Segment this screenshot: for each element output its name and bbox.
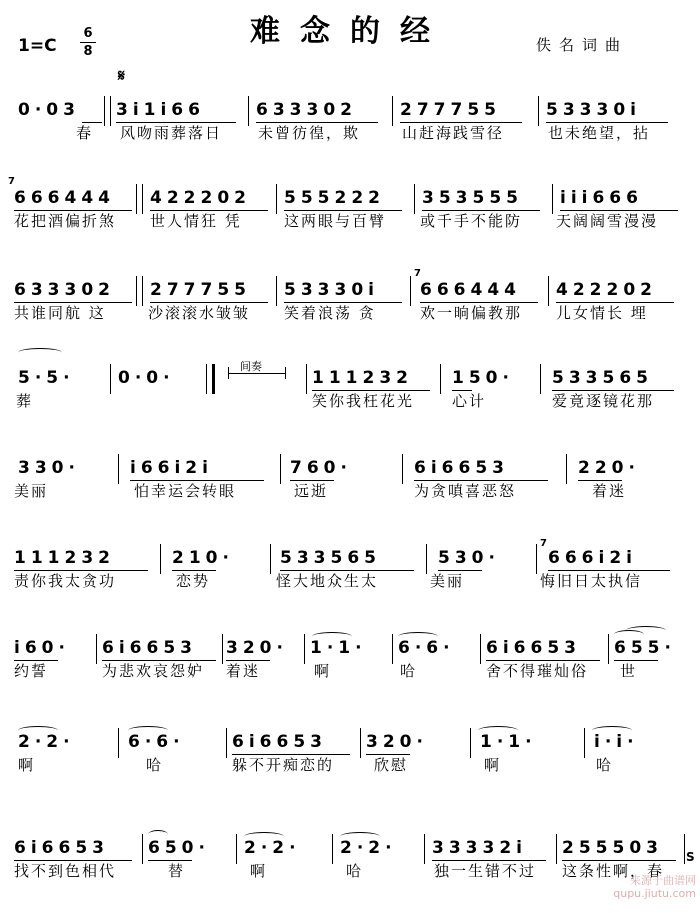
lyric: 怪大地众生太 bbox=[276, 572, 379, 590]
lyric: 躲不开痴恋的 bbox=[232, 756, 335, 774]
lyric: 约誓 bbox=[14, 662, 49, 680]
lyrics-row bbox=[0, 660, 700, 686]
measure: 422202 bbox=[556, 276, 680, 308]
measure: 6i6653 bbox=[232, 728, 356, 760]
measure: 6·6· bbox=[128, 732, 185, 752]
score-line bbox=[0, 714, 700, 796]
end-mark: S bbox=[686, 850, 695, 864]
measure: 533565 bbox=[552, 364, 682, 396]
lyrics-row bbox=[0, 754, 700, 780]
score-line bbox=[0, 350, 700, 432]
measure: 2·2· bbox=[340, 838, 397, 858]
lyric: 天阔阔雪漫漫 bbox=[556, 212, 659, 230]
measure: 277755 bbox=[400, 96, 530, 128]
measure: 422202 bbox=[150, 184, 274, 216]
interlude-label: 间奏 bbox=[240, 360, 262, 373]
lyrics-row bbox=[0, 480, 700, 506]
measure: 6i6653 bbox=[14, 834, 138, 866]
lyric: 花把酒偏折煞 bbox=[14, 212, 117, 230]
measure: 111232 bbox=[14, 544, 154, 576]
lyric: 替 bbox=[168, 862, 186, 880]
lyric: 悔旧日太执信 bbox=[540, 572, 643, 590]
measure: 2·2· bbox=[18, 732, 75, 752]
lyric: 哈 bbox=[596, 756, 614, 774]
lyric: 美丽 bbox=[430, 572, 465, 590]
measure: 555222 bbox=[284, 184, 408, 216]
measure: 150· bbox=[452, 364, 536, 396]
lyric: 葬 bbox=[16, 392, 34, 410]
lyric: 未曾彷徨，欺 bbox=[258, 124, 361, 142]
lyric: 哈 bbox=[400, 662, 418, 680]
measure: 655· bbox=[614, 634, 690, 666]
lyric: 世 bbox=[620, 662, 638, 680]
measure: 53330i bbox=[546, 96, 676, 128]
measure: 1·1· bbox=[480, 732, 537, 752]
time-signature bbox=[80, 26, 96, 59]
lyric: 美丽 bbox=[14, 482, 49, 500]
lyric: 独一生错不过 bbox=[434, 862, 537, 880]
lyric: 啊 bbox=[18, 756, 36, 774]
measure: 666444 bbox=[420, 276, 544, 308]
lyric: 世人情狂 凭 bbox=[150, 212, 242, 230]
measure: 255503 bbox=[562, 834, 682, 866]
lyric: 着迷 bbox=[592, 482, 627, 500]
lyric: 春 bbox=[76, 124, 94, 142]
lyric: 欣慰 bbox=[374, 756, 409, 774]
lyric: 或千手不能防 bbox=[420, 212, 523, 230]
lyric: 舍不得璀灿俗 bbox=[486, 662, 589, 680]
measure: 33332i bbox=[432, 834, 552, 866]
lyric: 为贪嗔喜恶怒 bbox=[414, 482, 517, 500]
measure: 530· bbox=[438, 544, 528, 576]
lyric: 沙滚滚水皱皱 bbox=[148, 304, 251, 322]
score-line bbox=[0, 82, 700, 164]
meter-top: 6 bbox=[83, 26, 93, 41]
score-line bbox=[0, 820, 700, 902]
measure: 5·5· bbox=[18, 368, 75, 388]
measure: 0·0· bbox=[118, 368, 175, 388]
lyric: 这两眼与百臂 bbox=[284, 212, 387, 230]
measure: 330· bbox=[18, 458, 80, 478]
lyrics-row bbox=[0, 570, 700, 596]
lyric: 啊 bbox=[484, 756, 502, 774]
measure: 53330i bbox=[284, 276, 408, 308]
score-line bbox=[0, 262, 700, 344]
lyric: 爱竟逐镜花那 bbox=[552, 392, 655, 410]
watermark bbox=[596, 874, 696, 900]
lyric: 笑你我枉花光 bbox=[312, 392, 415, 410]
lyric: 笑着浪荡 贪 bbox=[284, 304, 376, 322]
measure: 111232 bbox=[312, 364, 436, 396]
composer-credit: 佚名词曲 bbox=[536, 36, 629, 54]
lyric: 欢一晌偏教那 bbox=[420, 304, 523, 322]
repeat-mark: 7 bbox=[414, 268, 421, 279]
song-title: 难念的经 bbox=[250, 14, 450, 49]
lyrics-row bbox=[0, 860, 700, 886]
measure: 353555 bbox=[422, 184, 546, 216]
lyric: 啊 bbox=[314, 662, 332, 680]
measure: 220· bbox=[578, 454, 678, 486]
lyric: 风吻雨葬落日 bbox=[120, 124, 223, 142]
lyric: 远逝 bbox=[294, 482, 329, 500]
lyric: 山赶海践雪径 bbox=[402, 124, 505, 142]
interlude-mark bbox=[228, 360, 286, 378]
lyric: 找不到色相代 bbox=[14, 862, 117, 880]
watermark-line: qupu.jiutu.com bbox=[613, 887, 696, 900]
measure: 1·1· bbox=[310, 638, 367, 658]
meter-bottom: 8 bbox=[83, 44, 93, 59]
measure: 633302 bbox=[14, 276, 138, 308]
lyric: 也未绝望，拈 bbox=[548, 124, 651, 142]
lyric: 共谁同航 这 bbox=[14, 304, 106, 322]
measure: 666444 bbox=[14, 184, 138, 216]
lyric: 责你我太贪功 bbox=[14, 572, 117, 590]
measure: 320· bbox=[366, 728, 466, 760]
measure: 2·2· bbox=[244, 838, 301, 858]
lyric: 心计 bbox=[452, 392, 487, 410]
measure: 3i1i66 bbox=[116, 96, 244, 128]
lyric: 哈 bbox=[146, 756, 164, 774]
lyrics-row bbox=[0, 122, 700, 148]
measure: 6i6653 bbox=[102, 634, 222, 666]
score-line bbox=[0, 620, 700, 702]
measure: iii666 bbox=[560, 184, 684, 216]
score-line bbox=[0, 530, 700, 612]
lyric: 啊 bbox=[250, 862, 268, 880]
repeat-mark: 7 bbox=[8, 176, 15, 187]
lyric: 哈 bbox=[346, 862, 364, 880]
watermark-line: 来源于曲谱网 bbox=[630, 874, 696, 887]
measure: i60· bbox=[14, 634, 94, 666]
lyrics-row bbox=[0, 210, 700, 236]
lyric: 恋势 bbox=[176, 572, 211, 590]
score-line bbox=[0, 440, 700, 522]
measure: i66i2i bbox=[130, 454, 270, 486]
measure: i·i· bbox=[594, 732, 639, 752]
score-line bbox=[0, 170, 700, 252]
lyric: 怕幸运会转眼 bbox=[134, 482, 237, 500]
measure: 6i6653 bbox=[414, 454, 554, 486]
measure: 760· bbox=[290, 454, 390, 486]
measure: 320· bbox=[226, 634, 302, 666]
measure: 6i6653 bbox=[486, 634, 606, 666]
measure: 533565 bbox=[280, 544, 420, 576]
lyric: 这条性啊，春 bbox=[562, 862, 665, 880]
segno-mark: 𝄋 bbox=[118, 66, 125, 85]
measure: 277755 bbox=[150, 276, 274, 308]
lyrics-row bbox=[0, 390, 700, 416]
lyric: 儿女情长 埋 bbox=[556, 304, 648, 322]
lyric: 为悲欢哀怨妒 bbox=[102, 662, 205, 680]
key-signature: 1=C bbox=[18, 36, 57, 56]
measure: 210· bbox=[172, 544, 262, 576]
lyrics-row bbox=[0, 302, 700, 328]
lyric: 着迷 bbox=[226, 662, 261, 680]
measure: 6·6· bbox=[398, 638, 455, 658]
measure: 633302 bbox=[256, 96, 386, 128]
repeat-mark: 7 bbox=[540, 538, 547, 549]
measure: 666i2i bbox=[548, 544, 678, 576]
measure: 0·03 bbox=[18, 96, 104, 128]
measure: 650· bbox=[148, 834, 228, 866]
